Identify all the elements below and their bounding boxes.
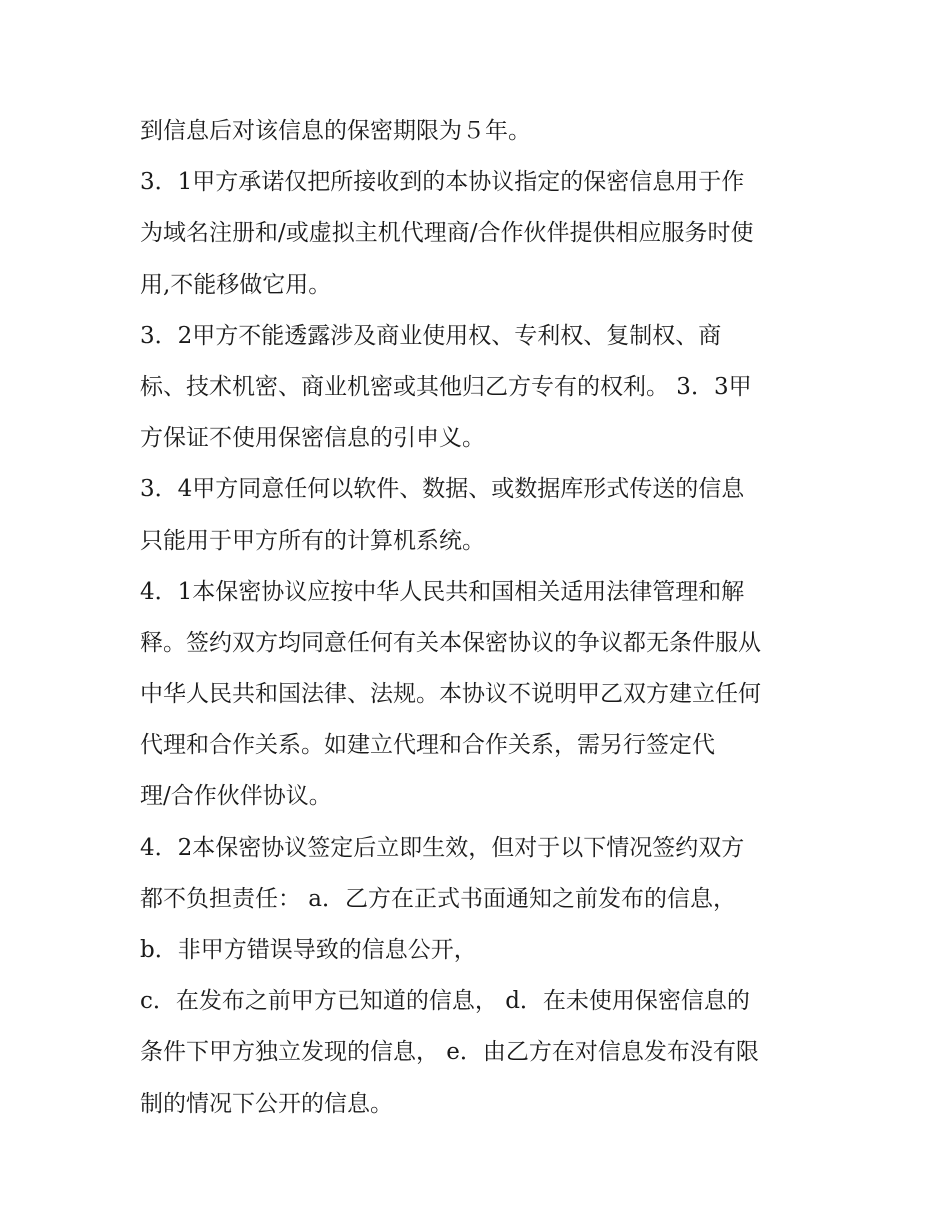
text-line: 理/合作伙伴协议。 bbox=[140, 783, 332, 810]
text-line: c．在发布之前甲方已知道的信息， d．在未使用保密信息的 bbox=[140, 988, 750, 1015]
text-line: 代理和合作关系。如建立代理和合作关系，需另行签定代 bbox=[140, 732, 715, 759]
text-line: 为域名注册和/或虚拟主机代理商/合作伙伴提供相应服务时使 bbox=[140, 220, 754, 247]
text-line: 4．1本保密协议应按中华人民共和国相关适用法律管理和解 bbox=[140, 578, 745, 605]
text-line: 只能用于甲方所有的计算机系统。 bbox=[140, 527, 485, 554]
document-body bbox=[140, 106, 820, 1130]
text-line: 中华人民共和国法律、法规。本协议不说明甲乙双方建立任何 bbox=[140, 681, 761, 708]
text-line: 标、技术机密、商业机密或其他归乙方专有的权利。 3．3甲 bbox=[140, 373, 752, 400]
text-line: 3．2甲方不能透露涉及商业使用权、专利权、复制权、商 bbox=[140, 322, 722, 349]
text-line: 用,不能移做它用。 bbox=[140, 271, 332, 298]
text-line: 都不负担责任： a．乙方在正式书面通知之前发布的信息， bbox=[140, 885, 737, 912]
text-line: 4．2本保密协议签定后立即生效，但对于以下情况签约双方 bbox=[140, 834, 745, 861]
text-line: 条件下甲方独立发现的信息， e．由乙方在对信息发布没有限 bbox=[140, 1039, 759, 1066]
text-line: 制的情况下公开的信息。 bbox=[140, 1090, 393, 1117]
text-line: 3．1甲方承诺仅把所接收到的本协议指定的保密信息用于作 bbox=[140, 169, 745, 196]
text-line: 释。签约双方均同意任何有关本保密协议的争议都无条件服从 bbox=[140, 629, 761, 656]
text-line: 3．4甲方同意任何以软件、数据、或数据库形式传送的信息 bbox=[140, 476, 745, 503]
text-line: 方保证不使用保密信息的引申义。 bbox=[140, 425, 485, 452]
text-line: b．非甲方错误导致的信息公开， bbox=[140, 937, 477, 963]
text-line: 到信息后对该信息的保密期限为５年。 bbox=[140, 118, 531, 144]
